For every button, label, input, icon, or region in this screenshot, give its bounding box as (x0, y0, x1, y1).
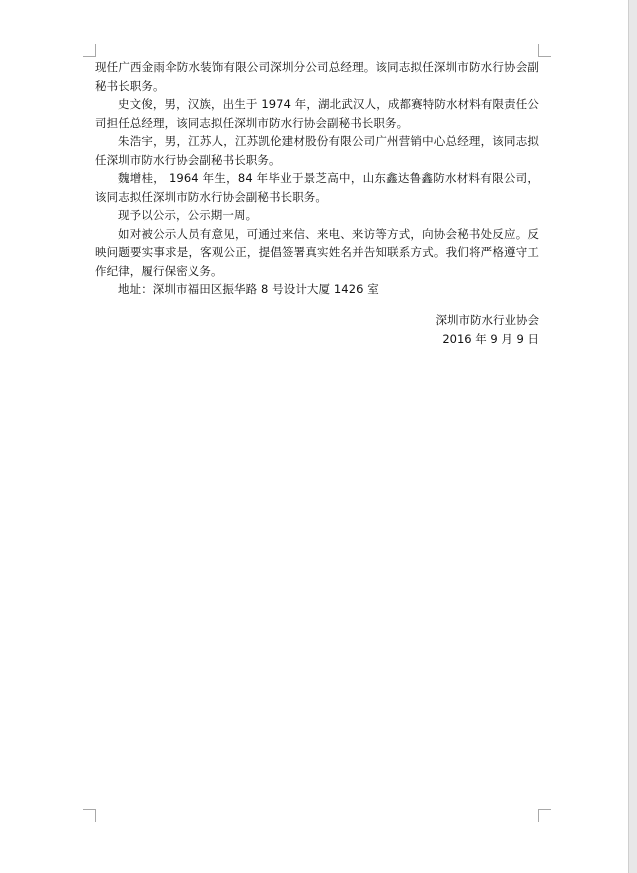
paragraph-1: 现任广西金雨伞防水装饰有限公司深圳分公司总经理。该同志拟任深圳市防水行协会副秘书长职务。 (95, 60, 539, 93)
paragraph-3: 朱浩宇，男，江苏人，江苏凯伦建材股份有限公司广州营销中心总经理，该同志拟任深圳市防水行协会副秘书长职务。 (95, 134, 539, 167)
paragraph-7: 地址：深圳市福田区振华路 8 号设计大厦 1426 室 (118, 282, 379, 296)
crop-mark-top-left (83, 44, 96, 57)
signature-date: 2016 年 9 月 9 日 (442, 331, 539, 346)
paragraph-2: 史文俊，男，汉族，出生于 1974 年，湖北武汉人，成都赛特防水材料有限责任公司担任总经理，该同志拟任深圳市防水行协会副秘书长职务。 (95, 97, 539, 130)
paragraph-6: 如对被公示人员有意见，可通过来信、来电、来访等方式，向协会秘书处反应。反映问题要实事求是，客观公正，提倡签署真实姓名并告知联系方式。我们将严格遵守工作纪律，履行保密义务。 (95, 226, 539, 278)
signature-block (95, 311, 539, 348)
crop-mark-bottom-right (538, 809, 551, 822)
crop-mark-top-right (538, 44, 551, 57)
window-right-edge (628, 0, 637, 873)
signature-organization: 深圳市防水行业协会 (435, 313, 539, 327)
paragraph-4: 魏增桂， 1964 年生，84 年毕业于景芝高中，山东鑫达鲁鑫防水材料有限公司，该同志拟任深圳市防水行协会副秘书长职务。 (95, 171, 539, 204)
paragraph-5: 现予以公示，公示期一周。 (118, 208, 258, 222)
document-body (95, 58, 539, 299)
crop-mark-bottom-left (83, 809, 96, 822)
